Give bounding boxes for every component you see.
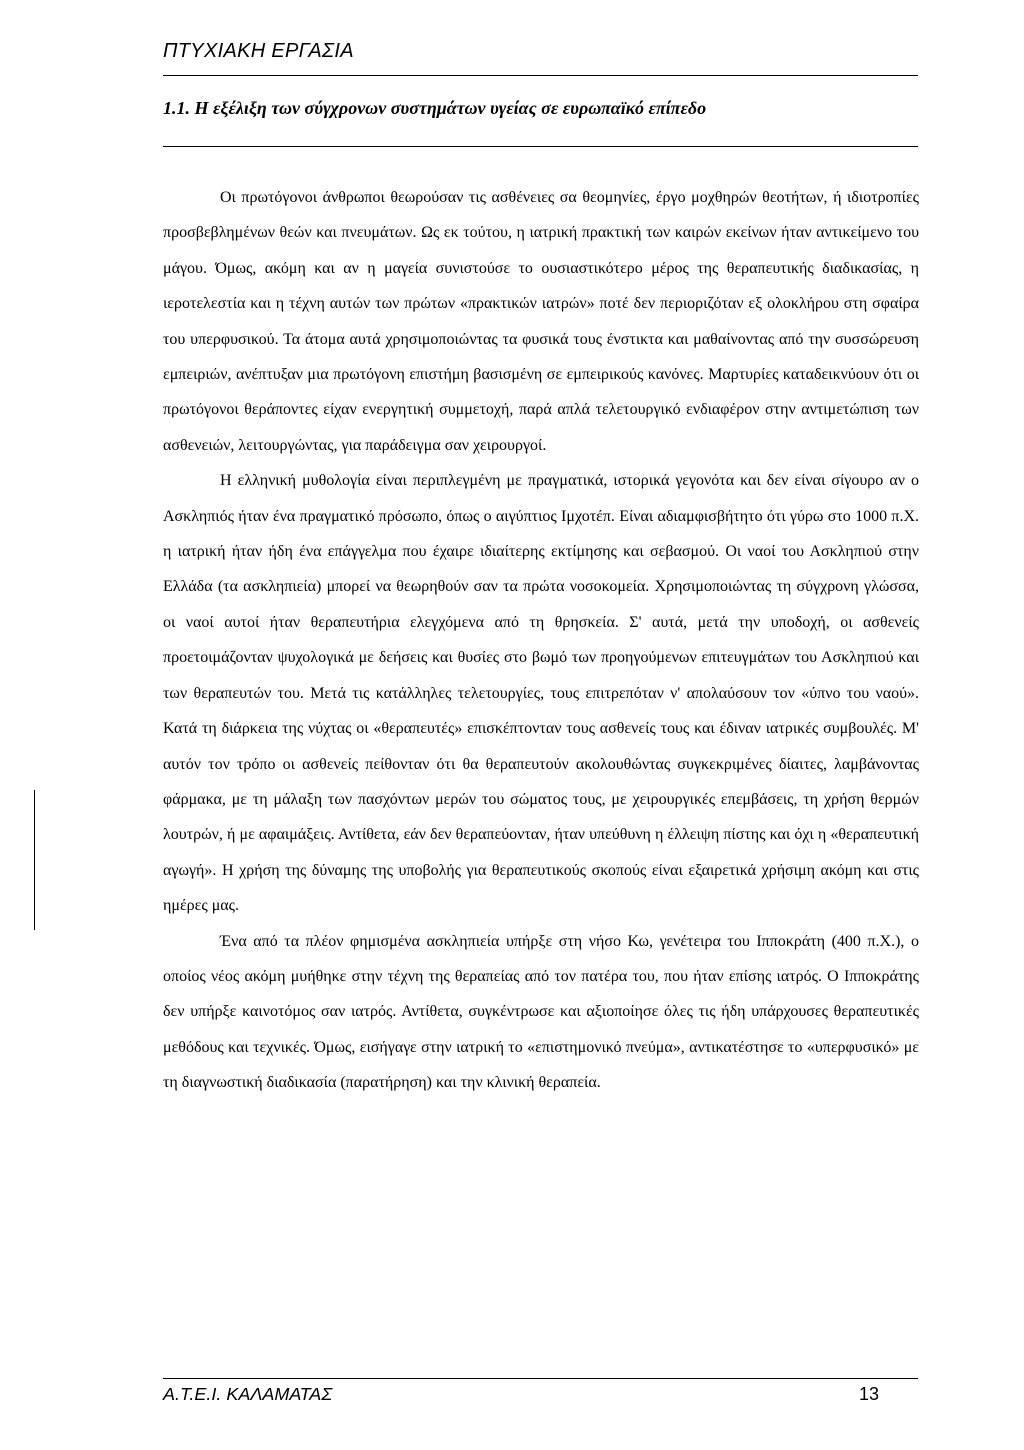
- paragraph-1: Οι πρωτόγονοι άνθρωποι θεωρούσαν τις ασθένειες σα θεομηνίες, έργο μοχθηρών θεοτήτων, ή ιδιοτροπίες προσβεβλημένων θεών και πνευμάτων. Ως εκ τούτου, η ιατρική πρακτική των καιρών εκείνων ήταν αντικείμενο του μάγου. Όμως, ακόμη και αν η μαγεία συνιστούσε το ουσιαστικότερο μέρος της θεραπευτικής διαδικασίας, η ιεροτελεστία και η τέχνη αυτών των πρώτων «πρακτικών ιατρών» ποτέ δεν περιοριζόταν εξ ολοκλήρου στη σφαίρα του υπερφυσικού. Τα άτομα αυτά χρησιμοποιώντας τα φυσικά τους ένστικτα και μαθαίνοντας από την συσσώρευση εμπειριών, ανέπτυξαν μια πρωτόγονη επιστήμη βασισμένη σε εμπειρικούς κανόνες. Μαρτυρίες καταδεικνύουν ότι οι πρωτόγονοι θεράποντες είχαν ενεργητική συμμετοχή, παρά απλά τελετουργικό ενδιαφέρον στην αντιμετώπιση των ασθενειών, λειτουργώντας, για παράδειγμα σαν χειρουργοί.: [163, 189, 919, 454]
- running-header: ΠΤΥΧΙΑΚΗ ΕΡΓΑΣΙΑ: [163, 40, 354, 62]
- footer-institution: Α.Τ.Ε.Ι. ΚΑΛΑΜΑΤΑΣ: [163, 1384, 333, 1404]
- header-rule: [163, 75, 918, 76]
- footer-rule: [163, 1378, 918, 1379]
- margin-mark: [34, 790, 35, 930]
- paragraph-3: Ένα από τα πλέον φημισμένα ασκληπιεία υπήρξε στη νήσο Κω, γενέτειρα του Ιπποκράτη (400 π.Χ.), ο οποίος νέος ακόμη μυήθηκε στην τέχνη της θεραπείας από τον πατέρα του, που ήταν επίσης ιατρός. Ο Ιπποκράτης δεν υπήρξε καινοτόμος σαν ιατρός. Αντίθετα, συγκέντρωσε και αξιοποίησε όλες τις ήδη υπάρχουσες θεραπευτικές μεθόδους και τεχνικές. Όμως, εισήγαγε στην ιατρική το «επιστημονικό πνεύμα», αντικατέστησε το «υπερφυσικό» με τη διαγνωστική διαδικασία (παρατήρηση) και την κλινική θεραπεία.: [163, 932, 919, 1092]
- page-number: 13: [858, 1384, 879, 1404]
- paragraph-2: Η ελληνική μυθολογία είναι περιπλεγμένη με πραγματικά, ιστορικά γεγονότα και δεν είναι σίγουρο αν ο Ασκληπιός ήταν ένα πραγματικό πρόσωπο, όπως ο αιγύπτιος Ιμχοτέπ. Είναι αδιαμφισβήτητο ότι γύρω στο 1000 π.Χ. η ιατρική ήταν ήδη ένα επάγγελμα που έχαιρε ιδιαίτερης εκτίμησης και σεβασμού. Οι ναοί του Ασκληπιού στην Ελλάδα (τα ασκληπιεία) μπορεί να θεωρηθούν σαν τα πρώτα νοσοκομεία. Χρησιμοποιώντας τη σύγχρονη γλώσσα, οι ναοί αυτοί ήταν θεραπευτήρια ελεγχόμενα από τη θρησκεία. Σ' αυτά, μετά την υποδοχή, οι ασθενείς προετοιμάζονταν ψυχολογικά με δεήσεις και θυσίες στο βωμό των προηγούμενων επιτευγμάτων του Ασκληπιού και των θεραπευτών του. Μετά τις κατάλληλες τελετουργίες, τους επιτρεπόταν ν' απολαύσουν τον «ύπνο του ναού». Κατά τη διάρκεια της νύχτας οι «θεραπευτές» επισκέπτονταν τους ασθενείς τους και έδιναν ιατρικές συμβουλές. Μ' αυτόν τον τρόπο οι ασθενείς πείθονταν ότι θα θεραπευτούν ακολουθώντας συγκεκριμένες δίαιτες, λαμβάνοντας φάρμακα, με τη μάλαξη των πασχόντων μερών του σώματος τους, με χειρουργικές επεμβάσεις, τη χρήση θερμών λουτρών, ή με αφαιμάξεις. Αντίθετα, εάν δεν θεραπεύονταν, ήταν υπεύθυνη η έλλειψη πίστης και όχι η «θεραπευτική αγωγή». Η χρήση της δύναμης της υποβολής για θεραπευτικούς σκοπούς είναι εξαιρετικά χρήσιμη ακόμη και στις ημέρες μας.: [163, 472, 919, 915]
- heading-rule: [163, 146, 918, 147]
- body-text: [163, 180, 919, 1101]
- section-heading: 1.1. Η εξέλιξη των σύγχρονων συστημάτων υγείας σε ευρωπαϊκό επίπεδο: [163, 98, 707, 118]
